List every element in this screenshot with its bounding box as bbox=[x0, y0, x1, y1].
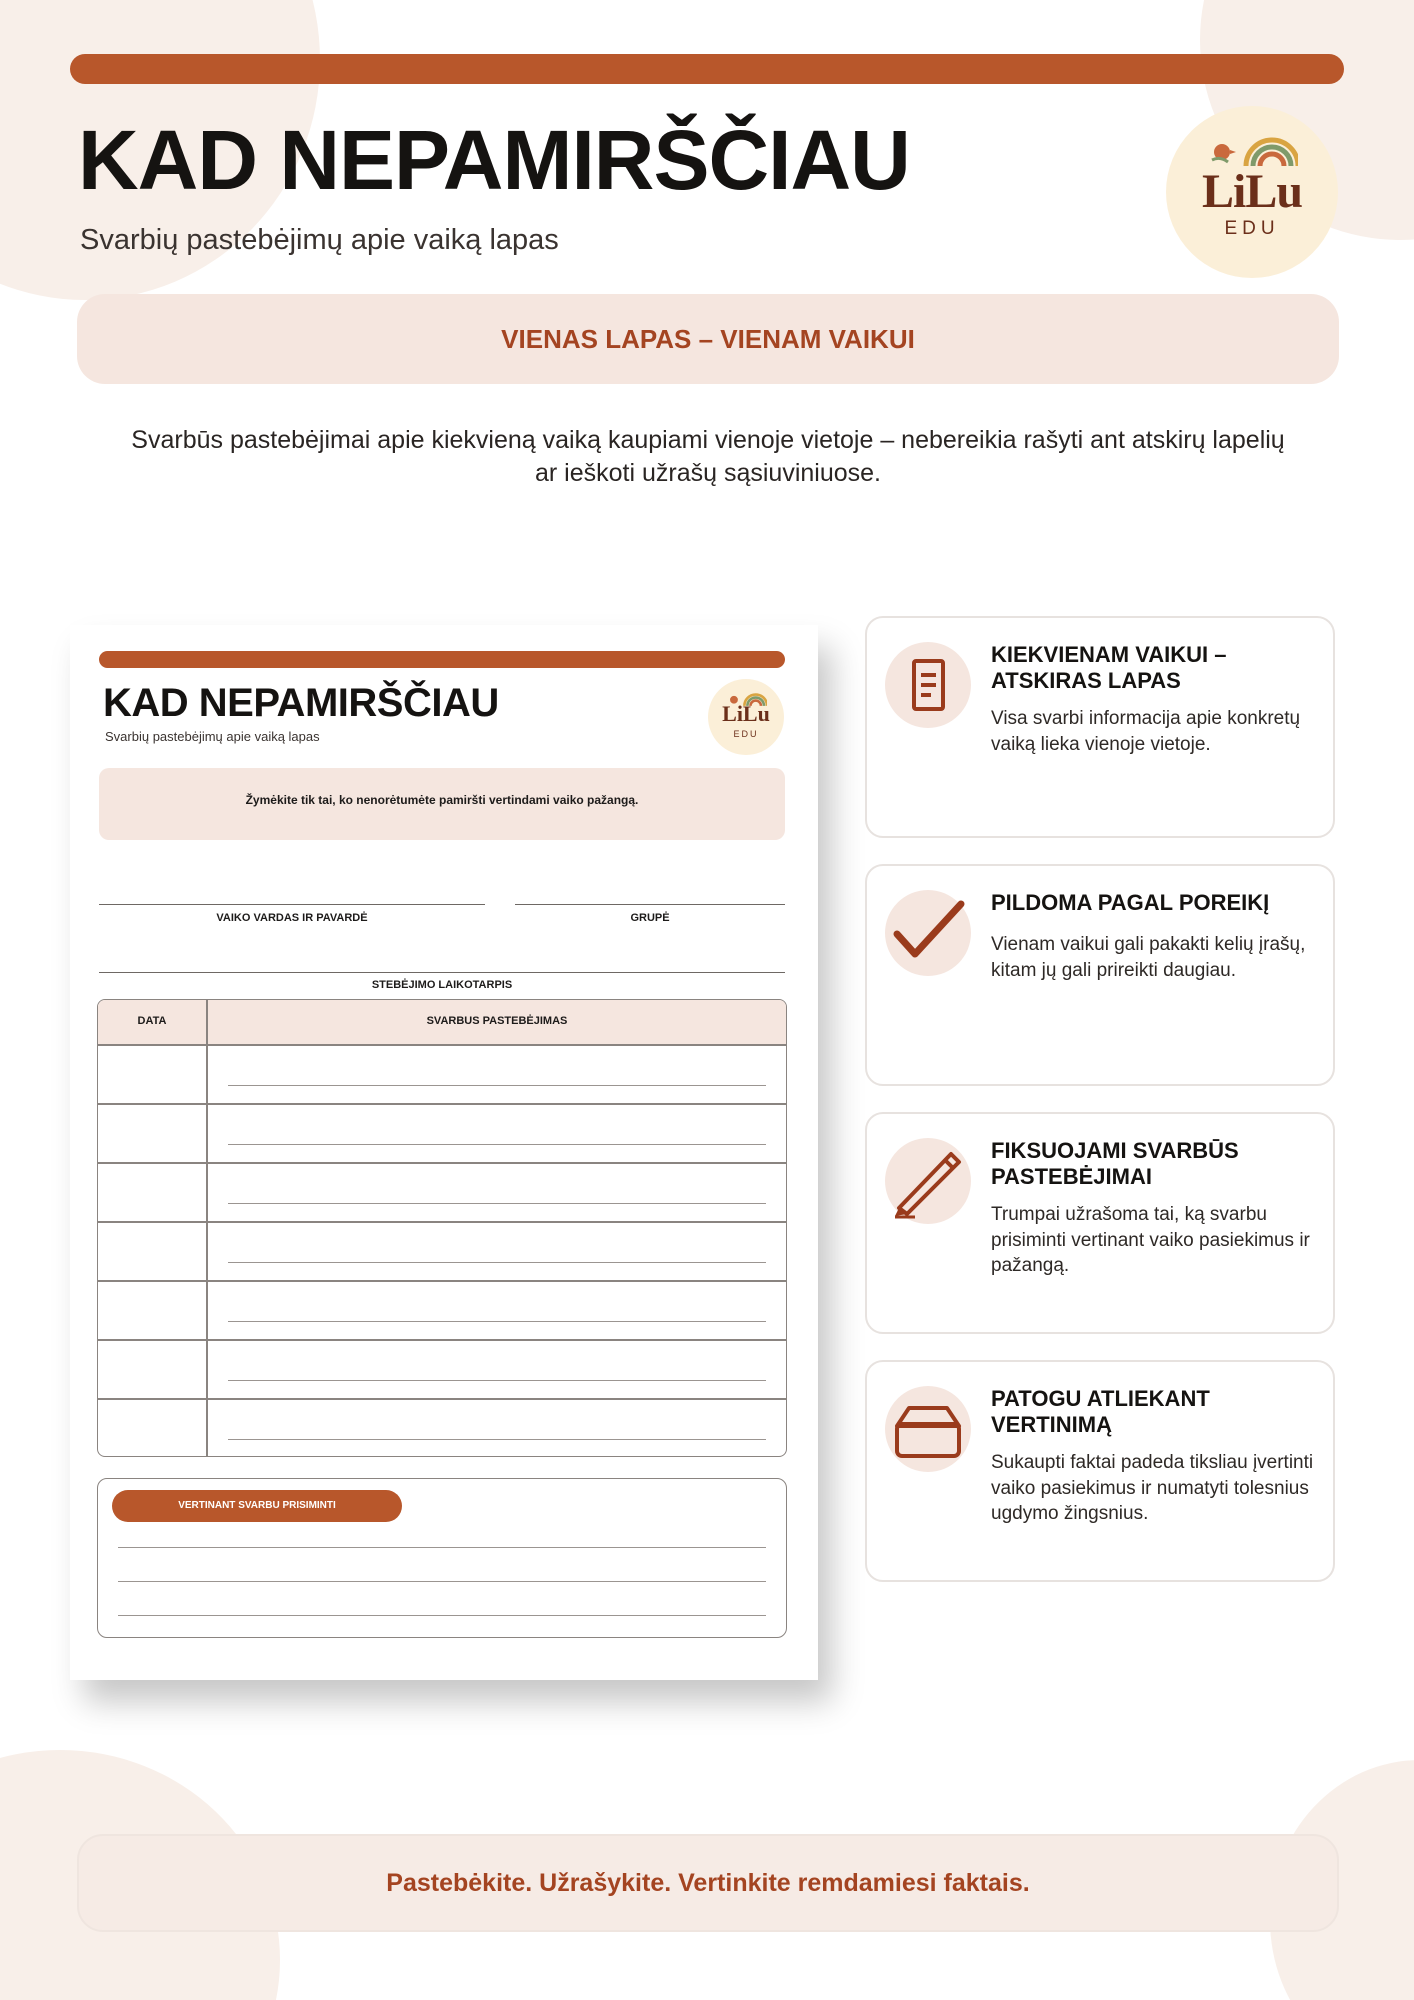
writing-line bbox=[118, 1615, 766, 1616]
checkmark-icon bbox=[885, 890, 971, 976]
rainbow-bird-icon bbox=[1206, 128, 1298, 168]
sheet-title: KAD NEPAMIRŠČIAU bbox=[103, 681, 499, 725]
sheet-logo-subtext: EDU bbox=[733, 729, 759, 739]
feature-icon-circle bbox=[885, 890, 971, 976]
remember-label: VERTINANT SVARBU PRISIMINTI bbox=[178, 1500, 336, 1511]
writing-line bbox=[228, 1262, 766, 1263]
writing-line bbox=[228, 1085, 766, 1086]
table-row bbox=[98, 1162, 786, 1164]
feature-title: KIEKVIENAM VAIKUI – ATSKIRAS LAPAS bbox=[991, 642, 1227, 693]
observation-table bbox=[97, 999, 787, 1457]
feature-description: Sukaupti faktai padeda tiksliau įvertinti vaiko pasiekimus ir numatyti tolesnius ugdymo žingsnius. bbox=[991, 1452, 1314, 1524]
page-title: KAD NEPAMIRŠČIAU bbox=[78, 113, 910, 207]
column-header-date: DATA bbox=[137, 1015, 167, 1027]
sheet-instruction-text: Žymėkite tik tai, ko nenorėtumėte pamiršti vertindami vaiko pažangą. bbox=[245, 793, 639, 807]
writing-line bbox=[228, 1144, 766, 1145]
feature-title: PATOGU ATLIEKANT VERTINIMĄ bbox=[991, 1386, 1210, 1437]
writing-line bbox=[118, 1547, 766, 1548]
sheet-subtitle: Svarbių pastebėjimų apie vaiką lapas bbox=[105, 729, 320, 744]
pencil-icon bbox=[885, 1138, 971, 1224]
sheet-logo-wordmark: LiLu bbox=[722, 701, 770, 726]
writing-line bbox=[228, 1203, 766, 1204]
feature-description: Trumpai užrašoma tai, ką svarbu prisiminti vertinant vaiko pasiekimus ir pažangą. bbox=[991, 1204, 1310, 1276]
group-field-label: GRUPĖ bbox=[630, 912, 670, 924]
remember-label-pill bbox=[112, 1490, 402, 1522]
column-divider bbox=[206, 1000, 208, 1456]
lilu-logo bbox=[1166, 106, 1338, 278]
top-accent-bar bbox=[70, 54, 1344, 84]
sheet-logo bbox=[708, 679, 784, 755]
column-header-observation: SVARBUS PASTEBĖJIMAS bbox=[426, 1015, 568, 1027]
feature-description: Vienam vaikui gali pakakti kelių įrašų, kitam jų gali prireikti daugiau. bbox=[991, 934, 1306, 981]
name-field-line bbox=[99, 904, 485, 905]
logo-subtext: EDU bbox=[1224, 218, 1280, 239]
logo-wordmark: LiLu bbox=[1201, 165, 1303, 218]
document-icon bbox=[885, 642, 971, 728]
table-row bbox=[98, 1398, 786, 1400]
feature-icon-circle bbox=[885, 642, 971, 728]
intro-paragraph: Svarbūs pastebėjimai apie kiekvieną vaiką kaupiami vienoje vietoje – nebereikia rašyti ant atskirų lapelių ar ieškoti užrašų sąsiuviniuose. bbox=[131, 426, 1285, 487]
group-field-line bbox=[515, 904, 785, 905]
remember-box bbox=[97, 1478, 787, 1638]
folder-icon bbox=[885, 1386, 971, 1472]
period-field-line bbox=[99, 972, 785, 973]
feature-icon-circle bbox=[885, 1386, 971, 1472]
feature-card-evaluation bbox=[865, 1360, 1335, 1582]
feature-card-separate-sheet bbox=[865, 616, 1335, 838]
feature-card-observations bbox=[865, 1112, 1335, 1334]
feature-description: Visa svarbi informacija apie konkretų vaiką lieka vienoje vietoje. bbox=[991, 708, 1301, 755]
feature-icon-circle bbox=[885, 1138, 971, 1224]
table-row bbox=[98, 1339, 786, 1341]
headline-banner bbox=[77, 294, 1339, 384]
page-subtitle: Svarbių pastebėjimų apie vaiką lapas bbox=[80, 224, 559, 256]
name-field-label: VAIKO VARDAS IR PAVARDĖ bbox=[216, 912, 368, 924]
feature-title: FIKSUOJAMI SVARBŪS PASTEBĖJIMAI bbox=[991, 1138, 1239, 1189]
writing-line bbox=[228, 1380, 766, 1381]
table-row bbox=[98, 1280, 786, 1282]
table-row bbox=[98, 1221, 786, 1223]
table-row bbox=[98, 1103, 786, 1105]
period-field-label: STEBĖJIMO LAIKOTARPIS bbox=[371, 979, 513, 991]
writing-line bbox=[228, 1439, 766, 1440]
footer-banner bbox=[77, 1834, 1339, 1932]
sheet-accent-bar bbox=[99, 651, 785, 668]
feature-title: PILDOMA PAGAL POREIKĮ bbox=[991, 890, 1270, 915]
table-row bbox=[98, 1044, 786, 1046]
banner-text: VIENAS LAPAS – VIENAM VAIKUI bbox=[501, 324, 915, 354]
worksheet-preview bbox=[70, 625, 818, 1680]
sheet-instruction-box bbox=[99, 768, 785, 840]
writing-line bbox=[118, 1581, 766, 1582]
writing-line bbox=[228, 1321, 766, 1322]
footer-slogan: Pastebėkite. Užrašykite. Vertinkite remdamiesi faktais. bbox=[386, 1869, 1030, 1897]
feature-card-as-needed bbox=[865, 864, 1335, 1086]
